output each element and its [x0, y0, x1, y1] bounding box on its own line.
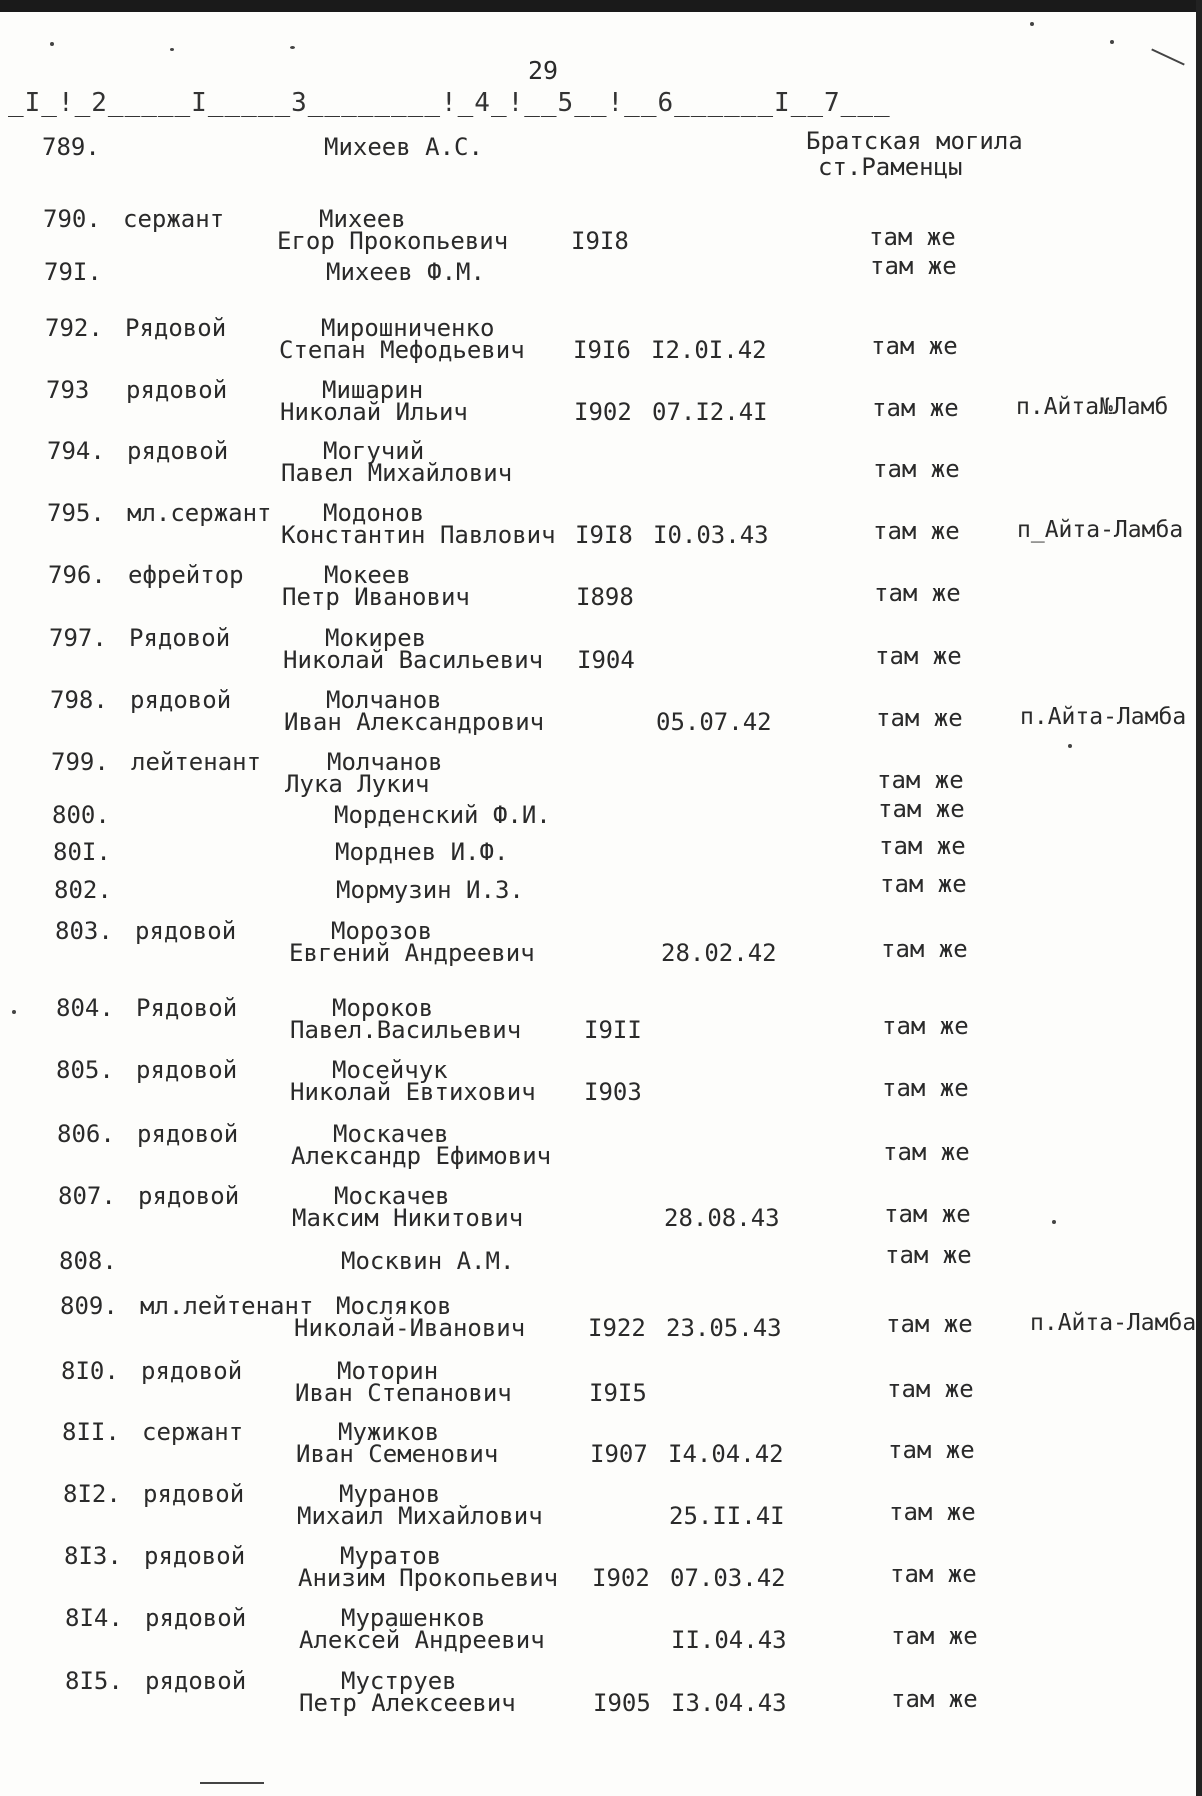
scan-speck	[1052, 1220, 1056, 1224]
entry-number: 8I3.	[64, 1542, 122, 1570]
entry-note: п.Айта-Ламба	[1020, 704, 1187, 730]
entry-number: 800.	[52, 801, 110, 829]
entry-given-name: Константин Павлович	[281, 521, 556, 549]
entry-number: 8I0.	[61, 1357, 119, 1385]
entry-surname: Михеев	[319, 205, 406, 233]
entry-death-date: I2.0I.42	[651, 336, 767, 364]
entry-number: 805.	[56, 1056, 114, 1084]
entry-burial-place: там же	[869, 223, 956, 251]
entry-surname: Михеев А.С.	[324, 133, 483, 161]
entry-burial-place: там же	[888, 1436, 975, 1464]
entry-rank: ефрейтор	[128, 561, 244, 589]
entry-given-name: Лука Лукич	[285, 770, 430, 798]
entry-given-name: Павел.Васильевич	[290, 1016, 522, 1044]
scan-stroke	[200, 1782, 264, 1784]
entry-rank: рядовой	[135, 917, 237, 945]
entry-surname: Молчанов	[327, 748, 443, 776]
entry-number: 793	[46, 376, 90, 404]
entry-rank: рядовой	[138, 1182, 240, 1210]
scan-speck	[1068, 744, 1072, 748]
entry-rank: рядовой	[136, 1056, 238, 1084]
entry-burial-place: там же	[882, 1074, 969, 1102]
entry-rank: рядовой	[145, 1667, 247, 1695]
entry-burial-place: там же	[875, 642, 962, 670]
entry-surname: Муранов	[339, 1480, 441, 1508]
entry-burial-place: там же	[886, 1310, 973, 1338]
entry-rank: рядовой	[144, 1542, 246, 1570]
entry-number: 798.	[50, 686, 108, 714]
entry-surname: Мосейчук	[332, 1056, 448, 1084]
entry-death-date: 23.05.43	[666, 1314, 782, 1342]
entry-rank: рядовой	[145, 1604, 247, 1632]
entry-number: 795.	[47, 499, 105, 527]
entry-rank: лейтенант	[131, 748, 262, 776]
entry-given-name: Алексей Андреевич	[299, 1626, 545, 1654]
entry-surname: Моторин	[337, 1357, 439, 1385]
entry-birth-year: I9I8	[575, 521, 633, 549]
entry-rank: Рядовой	[129, 624, 231, 652]
entry-birth-year: I902	[592, 1564, 650, 1592]
entry-number: 809.	[60, 1292, 118, 1320]
entry-burial-place: там же	[891, 1685, 978, 1713]
entry-surname: Мосляков	[336, 1292, 452, 1320]
entry-given-name: Николай Евтихович	[290, 1078, 536, 1106]
entry-surname: Морднев И.Ф.	[335, 838, 509, 866]
page-number: 29	[528, 56, 559, 85]
entry-number: 8II.	[62, 1418, 120, 1446]
entry-number: 808.	[59, 1247, 117, 1275]
entry-surname: Модонов	[323, 499, 425, 527]
entry-birth-year: I922	[588, 1314, 646, 1342]
entry-burial-place: там же	[880, 870, 967, 898]
entry-burial-place: там же	[891, 1622, 978, 1650]
entry-rank: мл.лейтенант	[140, 1292, 314, 1320]
entry-birth-year: I9I8	[571, 227, 629, 255]
scan-speck	[1110, 40, 1114, 44]
entry-rank: рядовой	[141, 1357, 243, 1385]
entry-given-name: Николай-Иванович	[294, 1314, 526, 1342]
entry-burial-place: там же	[876, 704, 963, 732]
entry-surname: Мишарин	[322, 376, 424, 404]
entry-birth-year: I907	[590, 1440, 648, 1468]
entry-death-date: 05.07.42	[656, 708, 772, 736]
entry-birth-year: I902	[574, 398, 632, 426]
entry-burial-place: там же	[871, 332, 958, 360]
entry-surname: Москачев	[334, 1182, 450, 1210]
entry-given-name: Максим Никитович	[292, 1204, 524, 1232]
entry-number: 799.	[51, 748, 109, 776]
entry-number: 803.	[55, 917, 113, 945]
entry-death-date: II.04.43	[671, 1626, 787, 1654]
entry-death-date: 28.02.42	[661, 939, 777, 967]
entry-given-name: Александр Ефимович	[291, 1142, 552, 1170]
entry-birth-year: I9I6	[573, 336, 631, 364]
entry-rank: Рядовой	[136, 994, 238, 1022]
entry-number: 797.	[49, 624, 107, 652]
entry-burial-place: там же	[873, 455, 960, 483]
entry-death-date: I3.04.43	[671, 1689, 787, 1717]
scan-speck	[1030, 22, 1034, 26]
entry-number: 802.	[54, 876, 112, 904]
entry-birth-year: I898	[576, 583, 634, 611]
entry-burial-place: там же	[883, 1138, 970, 1166]
scan-speck	[12, 1010, 16, 1014]
entry-given-name: Николай Васильевич	[283, 646, 544, 674]
entry-number: 796.	[48, 561, 106, 589]
entry-note: п_Айта-Ламба	[1017, 517, 1184, 543]
entry-burial-place: там же	[873, 517, 960, 545]
entry-burial-place: Братская могила	[806, 127, 1023, 155]
entry-burial-place: там же	[872, 394, 959, 422]
entry-burial-place: там же	[890, 1560, 977, 1588]
entry-number: 804.	[56, 994, 114, 1022]
entry-rank: рядовой	[143, 1480, 245, 1508]
entry-burial-place: там же	[878, 795, 965, 823]
entry-note: п.Айта№Ламб	[1016, 394, 1169, 420]
entry-given-name: Егор Прокопьевич	[277, 227, 509, 255]
entry-number: 807.	[58, 1182, 116, 1210]
entry-death-date: 28.08.43	[664, 1204, 780, 1232]
entry-surname: Муструев	[341, 1667, 457, 1695]
entry-number: 792.	[45, 314, 103, 342]
entry-given-name: Иван Степанович	[295, 1379, 512, 1407]
entry-surname: Мороков	[332, 994, 434, 1022]
entry-rank: сержант	[142, 1418, 244, 1446]
entry-birth-year: I904	[577, 646, 635, 674]
entry-number: 8I4.	[65, 1604, 123, 1632]
entry-death-date: I0.03.43	[653, 521, 769, 549]
entry-given-name: Петр Иванович	[282, 583, 470, 611]
entry-death-date: 07.I2.4I	[652, 398, 768, 426]
entry-surname: Морозов	[331, 917, 433, 945]
entry-number: 8I5.	[65, 1667, 123, 1695]
entry-rank: мл.сержант	[127, 499, 272, 527]
entry-given-name: Павел Михайлович	[281, 459, 513, 487]
entry-birth-year: I905	[593, 1689, 651, 1717]
entry-rank: рядовой	[127, 437, 229, 465]
entry-surname: Могучий	[323, 437, 425, 465]
entry-surname: Мокеев	[324, 561, 411, 589]
entry-burial-place: там же	[879, 832, 966, 860]
entry-number: 789.	[42, 133, 100, 161]
entry-burial-place: там же	[882, 1012, 969, 1040]
entry-surname: Мокирев	[325, 624, 427, 652]
entry-burial-place: там же	[885, 1241, 972, 1269]
entry-given-name: Степан Мефодьевич	[279, 336, 525, 364]
entry-burial-place: там же	[884, 1200, 971, 1228]
entry-number: 8I2.	[63, 1480, 121, 1508]
entry-number: 806.	[57, 1120, 115, 1148]
entry-surname: Мурашенков	[341, 1604, 486, 1632]
entry-given-name: Петр Алексеевич	[299, 1689, 516, 1717]
entry-burial-place: там же	[889, 1498, 976, 1526]
scan-speck	[290, 46, 295, 49]
entry-given-name: Михаил Михайлович	[297, 1502, 543, 1530]
entry-burial-place: там же	[881, 935, 968, 963]
entry-number: 80I.	[53, 838, 111, 866]
entry-birth-year: I9II	[584, 1016, 642, 1044]
entry-death-date: I4.04.42	[668, 1440, 784, 1468]
entry-given-name: Анизим Прокопьевич	[298, 1564, 559, 1592]
entry-burial-place: там же	[874, 579, 961, 607]
entry-birth-year: I903	[584, 1078, 642, 1106]
entry-surname: Мормузин И.З.	[336, 876, 524, 904]
entry-given-name: Евгений Андреевич	[289, 939, 535, 967]
entry-rank: сержант	[123, 205, 225, 233]
entry-death-date: 07.03.42	[670, 1564, 786, 1592]
entry-number: 79I.	[44, 258, 102, 286]
entry-birth-year: I9I5	[589, 1379, 647, 1407]
entry-surname: Михеев Ф.М.	[326, 258, 485, 286]
entry-surname: Молчанов	[326, 686, 442, 714]
entry-surname: Мирошниченко	[321, 314, 495, 342]
scan-speck	[170, 48, 174, 51]
entry-rank: рядовой	[130, 686, 232, 714]
entry-number: 790.	[43, 205, 101, 233]
entry-surname: Москвин А.М.	[341, 1247, 515, 1275]
entry-burial-place-detail: ст.Раменцы	[818, 153, 963, 181]
entry-surname: Муратов	[340, 1542, 442, 1570]
column-header-row: _I_!_2_____I_____3________!_4_!__5__!__6______I__7___	[8, 88, 891, 118]
entry-death-date: 25.II.4I	[669, 1502, 785, 1530]
entry-note: п.Айта-Ламба	[1030, 1310, 1197, 1336]
scan-speck	[50, 42, 54, 46]
entry-rank: рядовой	[137, 1120, 239, 1148]
entry-given-name: Иван Александрович	[284, 708, 545, 736]
entry-rank: Рядовой	[125, 314, 227, 342]
entry-burial-place: там же	[887, 1375, 974, 1403]
entry-surname: Морденский Ф.И.	[334, 801, 551, 829]
entry-rank: рядовой	[126, 376, 228, 404]
entry-given-name: Иван Семенович	[296, 1440, 499, 1468]
entry-surname: Мужиков	[338, 1418, 440, 1446]
entry-number: 794.	[47, 437, 105, 465]
entry-burial-place: там же	[877, 766, 964, 794]
entry-burial-place: там же	[870, 252, 957, 280]
entry-given-name: Николай Ильич	[280, 398, 468, 426]
entry-surname: Москачев	[333, 1120, 449, 1148]
